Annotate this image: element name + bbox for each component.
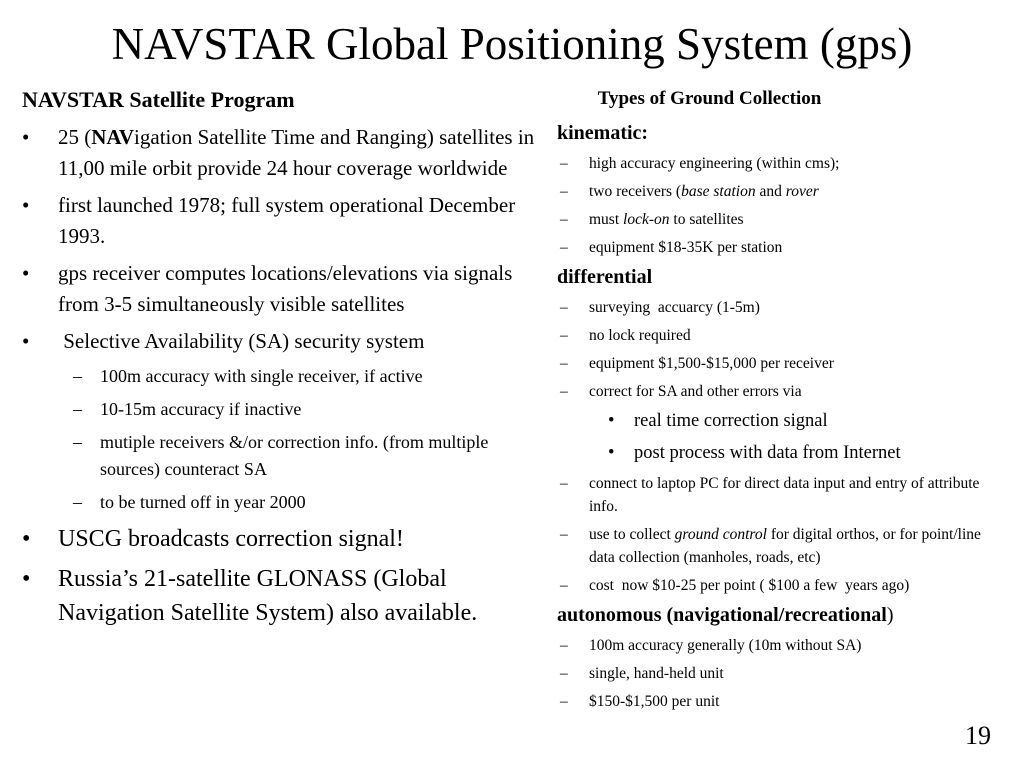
category-kinematic: kinematic: — [557, 122, 649, 144]
list-item: • gps receiver computes locations/elevations via signals from 3-5 simultaneously visible satellites — [22, 258, 542, 320]
list-item: • first launched 1978; full system operational December 1993. — [22, 190, 542, 252]
dash-marker: – — [560, 665, 568, 682]
left-column — [22, 86, 542, 636]
list-item: – $150-$1,500 per unit — [557, 690, 1012, 713]
list-item: – correct for SA and other errors via — [557, 380, 1012, 403]
bullet-marker: • — [22, 261, 30, 285]
dash-marker: – — [560, 475, 568, 492]
list-item: – cost now $10-25 per point ( $100 a few years ago) — [557, 574, 1012, 597]
bullet-marker: • — [608, 411, 615, 431]
dash-marker: – — [73, 366, 82, 386]
bold-text: NAV — [91, 125, 135, 149]
bullet-marker: • — [22, 193, 30, 217]
list-item: • USCG broadcasts correction signal! — [22, 522, 542, 556]
bullet-marker: • — [22, 566, 31, 592]
dash-marker: – — [560, 637, 568, 654]
bullet-marker: • — [22, 526, 31, 552]
sub-list-item: • real time correction signal — [557, 408, 1012, 435]
category-differential: differential — [557, 266, 653, 288]
sub-list-item: – mutiple receivers &/or correction info. (from multiple sources) counteract SA — [22, 429, 542, 483]
sub-list-item: – 10-15m accuracy if inactive — [22, 396, 542, 423]
list-item: • Russia’s 21-satellite GLONASS (Global Navigation Satellite System) also available. — [22, 562, 542, 630]
list-item: – no lock required — [557, 324, 1012, 347]
dash-marker: – — [73, 492, 82, 512]
list-item: • 25 (NAVigation Satellite Time and Ranging) satellites in 11,00 mile orbit provide 24 hour coverage worldwide — [22, 122, 542, 184]
right-column — [557, 86, 1012, 718]
left-heading: NAVSTAR Satellite Program — [22, 87, 295, 112]
list-item: – surveying accuarcy (1-5m) — [557, 296, 1012, 319]
dash-marker: – — [73, 432, 82, 452]
dash-marker: – — [560, 526, 568, 543]
bullet-marker: • — [22, 125, 30, 149]
dash-marker: – — [560, 299, 568, 316]
dash-marker: – — [560, 155, 568, 172]
right-heading: Types of Ground Collection — [597, 88, 822, 109]
dash-marker: – — [560, 327, 568, 344]
sub-list-item: – to be turned off in year 2000 — [22, 489, 542, 516]
dash-marker: – — [560, 577, 568, 594]
list-item: – two receivers (base station and rover — [557, 180, 1012, 203]
list-item: – 100m accuracy generally (10m without SA) — [557, 634, 1012, 657]
list-item: – connect to laptop PC for direct data input and entry of attribute info. — [557, 472, 1012, 518]
list-item: – use to collect ground control for digital orthos, or for point/line data collection (manholes, roads, etc) — [557, 523, 1012, 569]
dash-marker: – — [560, 383, 568, 400]
category-autonomous: autonomous (navigational/recreational) — [557, 604, 894, 626]
dash-marker: – — [73, 399, 82, 419]
list-item: – high accuracy engineering (within cms); — [557, 152, 1012, 175]
list-item: – equipment $1,500-$15,000 per receiver — [557, 352, 1012, 375]
dash-marker: – — [560, 183, 568, 200]
bullet-marker: • — [22, 329, 30, 353]
sub-list-item: • post process with data from Internet — [557, 440, 1012, 467]
dash-marker: – — [560, 211, 568, 228]
dash-marker: – — [560, 239, 568, 256]
sub-list-item: – 100m accuracy with single receiver, if active — [22, 363, 542, 390]
list-item: • Selective Availability (SA) security system — [22, 326, 542, 357]
bullet-marker: • — [608, 443, 615, 463]
list-item: – equipment $18-35K per station — [557, 236, 1012, 259]
slide-title: NAVSTAR Global Positioning System (gps) — [111, 19, 913, 69]
list-item: – single, hand-held unit — [557, 662, 1012, 685]
page-number: 19 — [965, 721, 991, 750]
dash-marker: – — [560, 355, 568, 372]
list-item: – must lock-on to satellites — [557, 208, 1012, 231]
dash-marker: – — [560, 693, 568, 710]
